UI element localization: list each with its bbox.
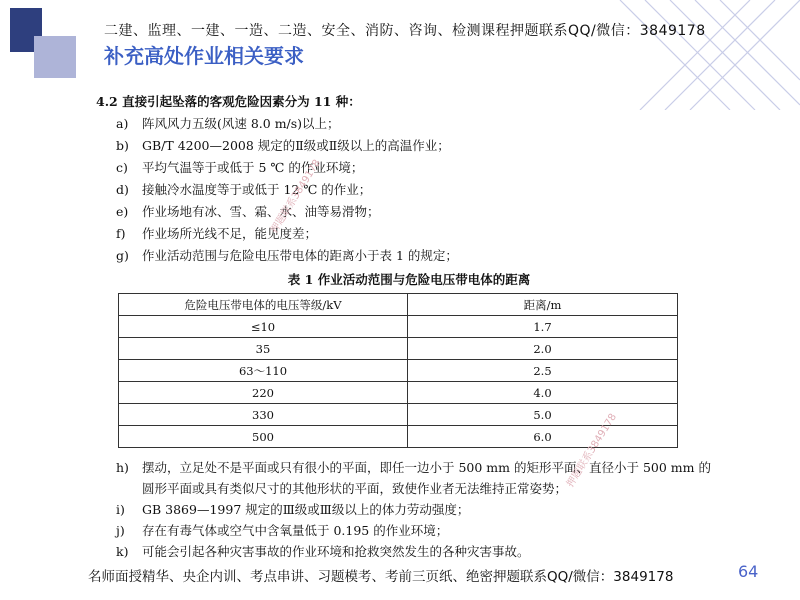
items-list-before — [96, 113, 722, 267]
distance-cell: 4.0 — [408, 382, 678, 404]
voltage-cell: ≤10 — [119, 316, 408, 338]
list-item — [116, 179, 722, 201]
list-item-text: 存在有毒气体或空气中含氧量低于 0.195 的作业环境； — [142, 523, 449, 538]
watermark-text: 押题联系3849178 — [268, 157, 324, 236]
list-item-text: GB 3869—1997 规定的Ⅲ级或Ⅲ级以上的体力劳动强度； — [142, 502, 470, 517]
page-number: 64 — [738, 562, 759, 581]
list-item-text: 摆动，立足处不是平面或只有很小的平面，即任一边小于 500 mm 的矩形平面、直径小于 500 mm 的圆形平面或具有类似尺寸的其他形状的平面，致使作业者无法维持正常姿势； — [142, 460, 711, 496]
table-row — [119, 338, 678, 360]
list-item-label: d) — [116, 182, 129, 197]
list-item — [116, 520, 722, 541]
top-banner-text: 二建、监理、一建、一造、二造、安全、消防、咨询、检测课程押题联系QQ/微信：3849178 — [104, 23, 706, 39]
list-item-text: 作业活动范围与危险电压带电体的距离小于表 1 的规定； — [142, 248, 458, 263]
list-item-label: i) — [116, 502, 125, 517]
distance-cell: 1.7 — [408, 316, 678, 338]
list-item-text: 作业场所光线不足，能见度差； — [142, 226, 318, 241]
table-header-row — [119, 294, 678, 316]
column-header-distance: 距离/m — [408, 294, 678, 316]
voltage-cell: 500 — [119, 426, 408, 448]
watermark-text: 押题联系3849178 — [564, 411, 620, 490]
footer-text: 名师面授精华、央企内训、考点串讲、习题模考、考前三页纸、绝密押题联系QQ/微信：3849178 — [88, 569, 674, 585]
list-item-label: e) — [116, 204, 129, 219]
list-item-label: k) — [116, 544, 129, 559]
distance-table — [118, 293, 678, 448]
list-item-label: a) — [116, 116, 129, 131]
table-row — [119, 360, 678, 382]
items-list-after — [96, 457, 722, 562]
list-item — [116, 201, 722, 223]
list-item-text: 作业场地有冰、雪、霜、水、油等易滑物； — [142, 204, 380, 219]
list-item-label: f) — [116, 226, 126, 241]
table-row — [119, 382, 678, 404]
list-item-label: c) — [116, 160, 128, 175]
list-item-label: g) — [116, 248, 129, 263]
list-item — [116, 245, 722, 267]
distance-cell: 6.0 — [408, 426, 678, 448]
list-item-label: j) — [116, 523, 125, 538]
corner-square-light — [34, 36, 76, 78]
voltage-cell: 220 — [119, 382, 408, 404]
distance-cell: 2.0 — [408, 338, 678, 360]
list-item — [116, 135, 722, 157]
list-item — [116, 541, 722, 562]
voltage-cell: 35 — [119, 338, 408, 360]
list-item — [116, 157, 722, 179]
section-heading: 4.2 直接引起坠落的客观危险因素分为 11 种： — [96, 94, 361, 109]
list-item — [116, 457, 722, 499]
list-item — [116, 223, 722, 245]
list-item — [116, 113, 722, 135]
list-item-label: h) — [116, 460, 129, 475]
column-header-voltage: 危险电压带电体的电压等级/kV — [119, 294, 408, 316]
voltage-cell: 63～110 — [119, 360, 408, 382]
document-scan — [96, 92, 722, 562]
list-item-text: GB/T 4200—2008 规定的Ⅱ级或Ⅱ级以上的高温作业； — [142, 138, 450, 153]
list-item — [116, 499, 722, 520]
list-item-text: 阵风风力五级(风速 8.0 m/s)以上； — [142, 116, 340, 131]
table-row — [119, 404, 678, 426]
slide-title: 补充高处作业相关要求 — [104, 44, 304, 68]
table-row — [119, 316, 678, 338]
table-caption: 表 1 作业活动范围与危险电压带电体的距离 — [287, 272, 531, 287]
voltage-cell: 330 — [119, 404, 408, 426]
list-item-text: 平均气温等于或低于 5 ℃ 的作业环境； — [142, 160, 364, 175]
distance-cell: 2.5 — [408, 360, 678, 382]
list-item-text: 可能会引起各种灾害事故的作业环境和抢救突然发生的各种灾害事故。 — [142, 544, 530, 559]
distance-cell: 5.0 — [408, 404, 678, 426]
list-item-text: 接触冷水温度等于或低于 12 ℃ 的作业； — [142, 182, 372, 197]
list-item-label: b) — [116, 138, 129, 153]
